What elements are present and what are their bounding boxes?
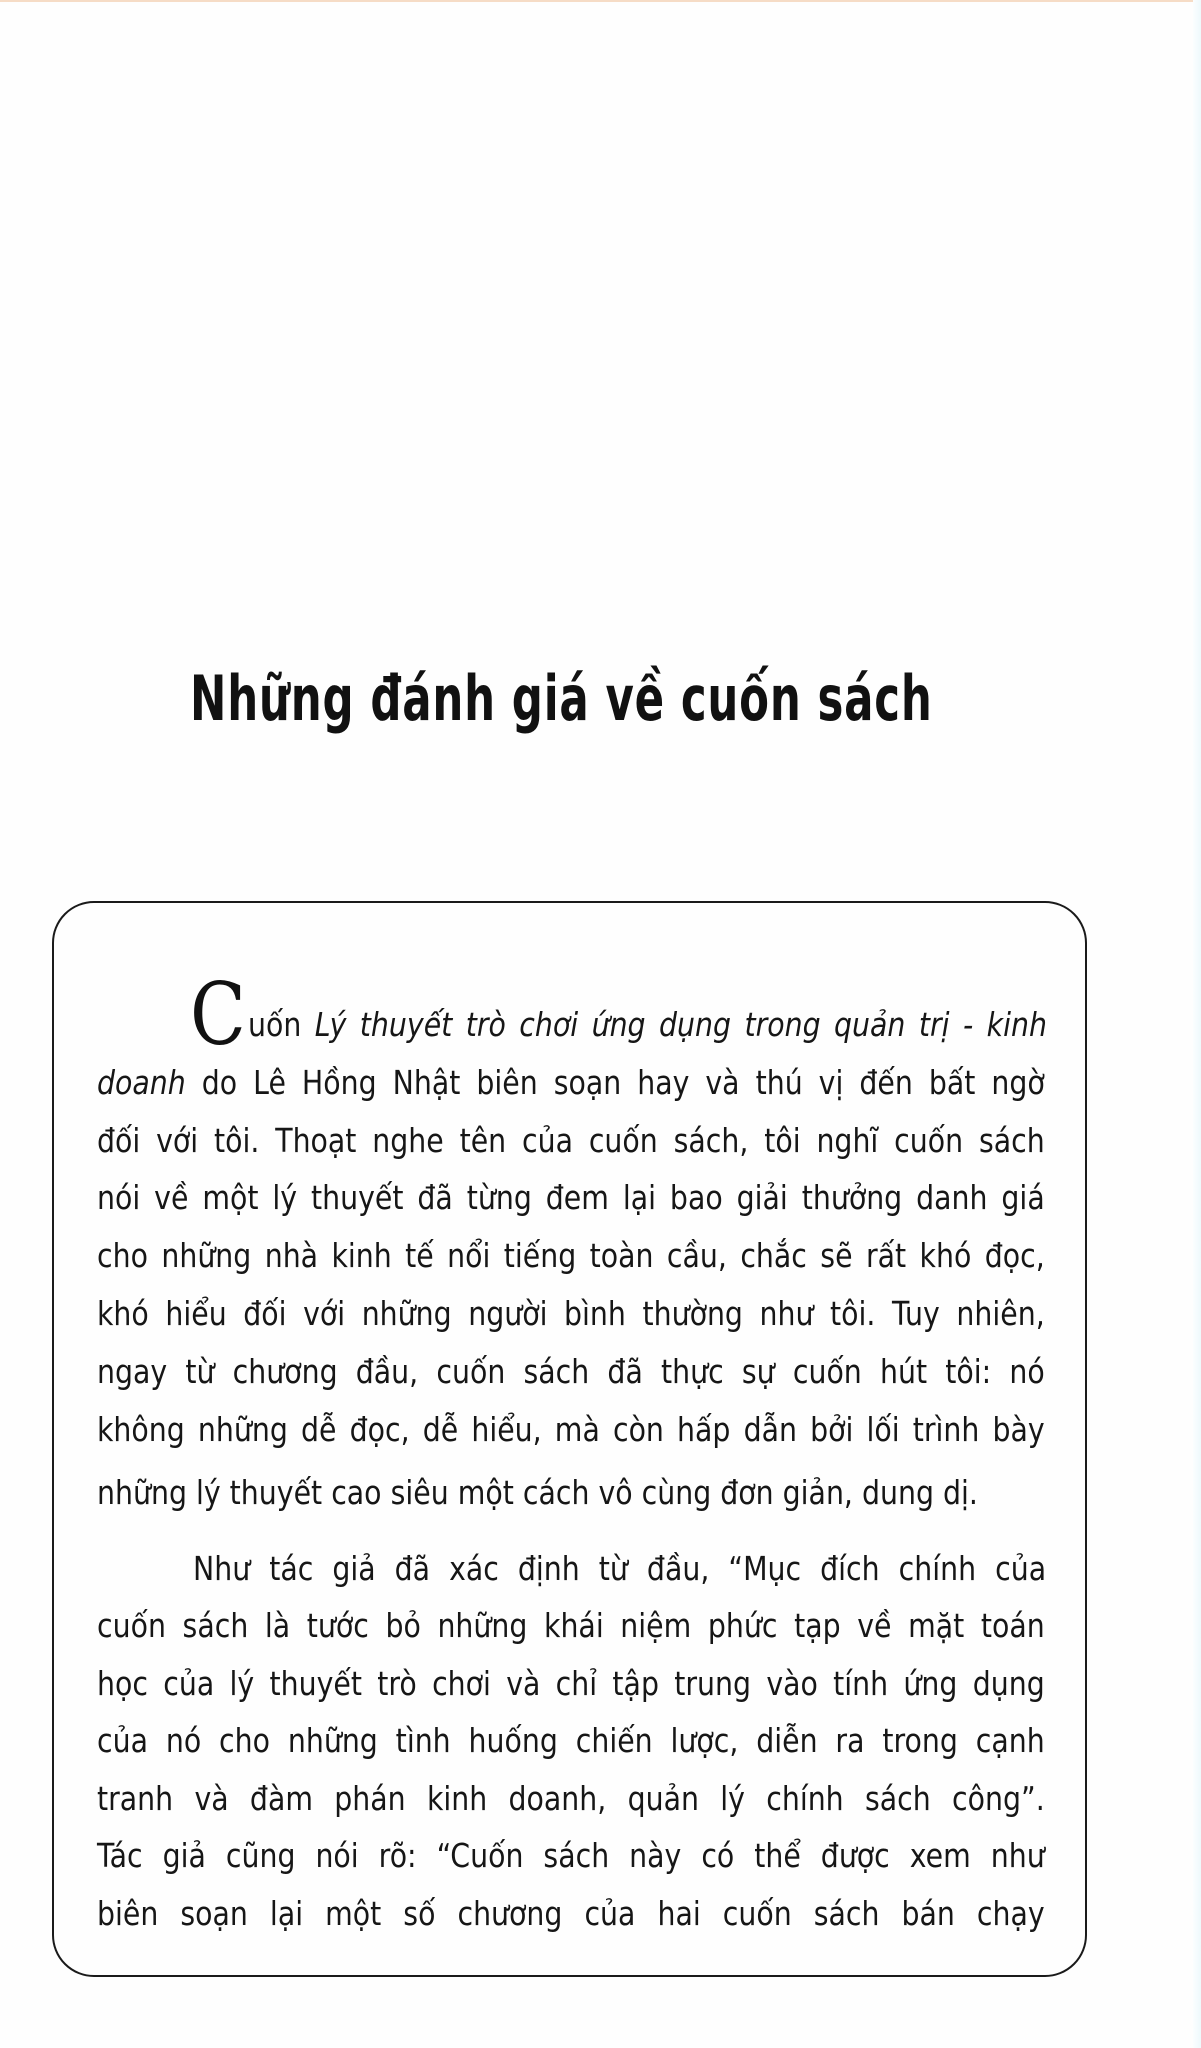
review-line-8: không những dễ đọc, dễ hiểu, mà còn hấp dẫn bởi lối trình bày: [97, 1410, 1045, 1449]
review-line-1: [248, 1005, 1047, 1044]
review-line-12: học của lý thuyết trò chơi và chỉ tập trung vào tính ứng dụng: [97, 1664, 1045, 1703]
review-line-11: cuốn sách là tước bỏ những khái niệm phức tạp về mặt toán: [97, 1606, 1045, 1645]
review-line-4: nói về một lý thuyết đã từng đem lại bao giải thưởng danh giá: [97, 1178, 1045, 1217]
drop-cap: C: [190, 965, 246, 1065]
review-line-10: Như tác giả đã xác định từ đầu, “Mục đích chính của: [193, 1549, 1047, 1588]
book-title-italic: doanh: [97, 1063, 186, 1102]
review-line-13: của nó cho những tình huống chiến lược, diễn ra trong cạnh: [97, 1721, 1045, 1760]
review-text: uốn: [248, 1005, 315, 1044]
review-line-2: [97, 1063, 1045, 1102]
book-title-italic: Lý thuyết trò chơi ứng dụng trong quản trị - kinh: [314, 1005, 1047, 1044]
review-line-6: khó hiểu đối với những người bình thường như tôi. Tuy nhiên,: [97, 1294, 1045, 1333]
review-line-3: đối với tôi. Thoạt nghe tên của cuốn sách, tôi nghĩ cuốn sách: [97, 1121, 1045, 1160]
review-line-15: Tác giả cũng nói rõ: “Cuốn sách này có thể được xem như: [97, 1836, 1045, 1875]
page-title: Những đánh giá về cuốn sách: [190, 662, 933, 735]
page-top-edge: [0, 0, 1201, 2]
review-line-16: biên soạn lại một số chương của hai cuốn sách bán chạy: [97, 1894, 1045, 1933]
page-right-edge: [1193, 0, 1201, 2048]
review-line-7: ngay từ chương đầu, cuốn sách đã thực sự cuốn hút tôi: nó: [97, 1352, 1045, 1391]
review-line-9: những lý thuyết cao siêu một cách vô cùng đơn giản, dung dị.: [97, 1473, 978, 1512]
review-text: do Lê Hồng Nhật biên soạn hay và thú vị đến bất ngờ: [185, 1063, 1045, 1102]
review-line-14: tranh và đàm phán kinh doanh, quản lý chính sách công”.: [97, 1779, 1045, 1818]
review-line-5: cho những nhà kinh tế nổi tiếng toàn cầu, chắc sẽ rất khó đọc,: [97, 1236, 1045, 1275]
